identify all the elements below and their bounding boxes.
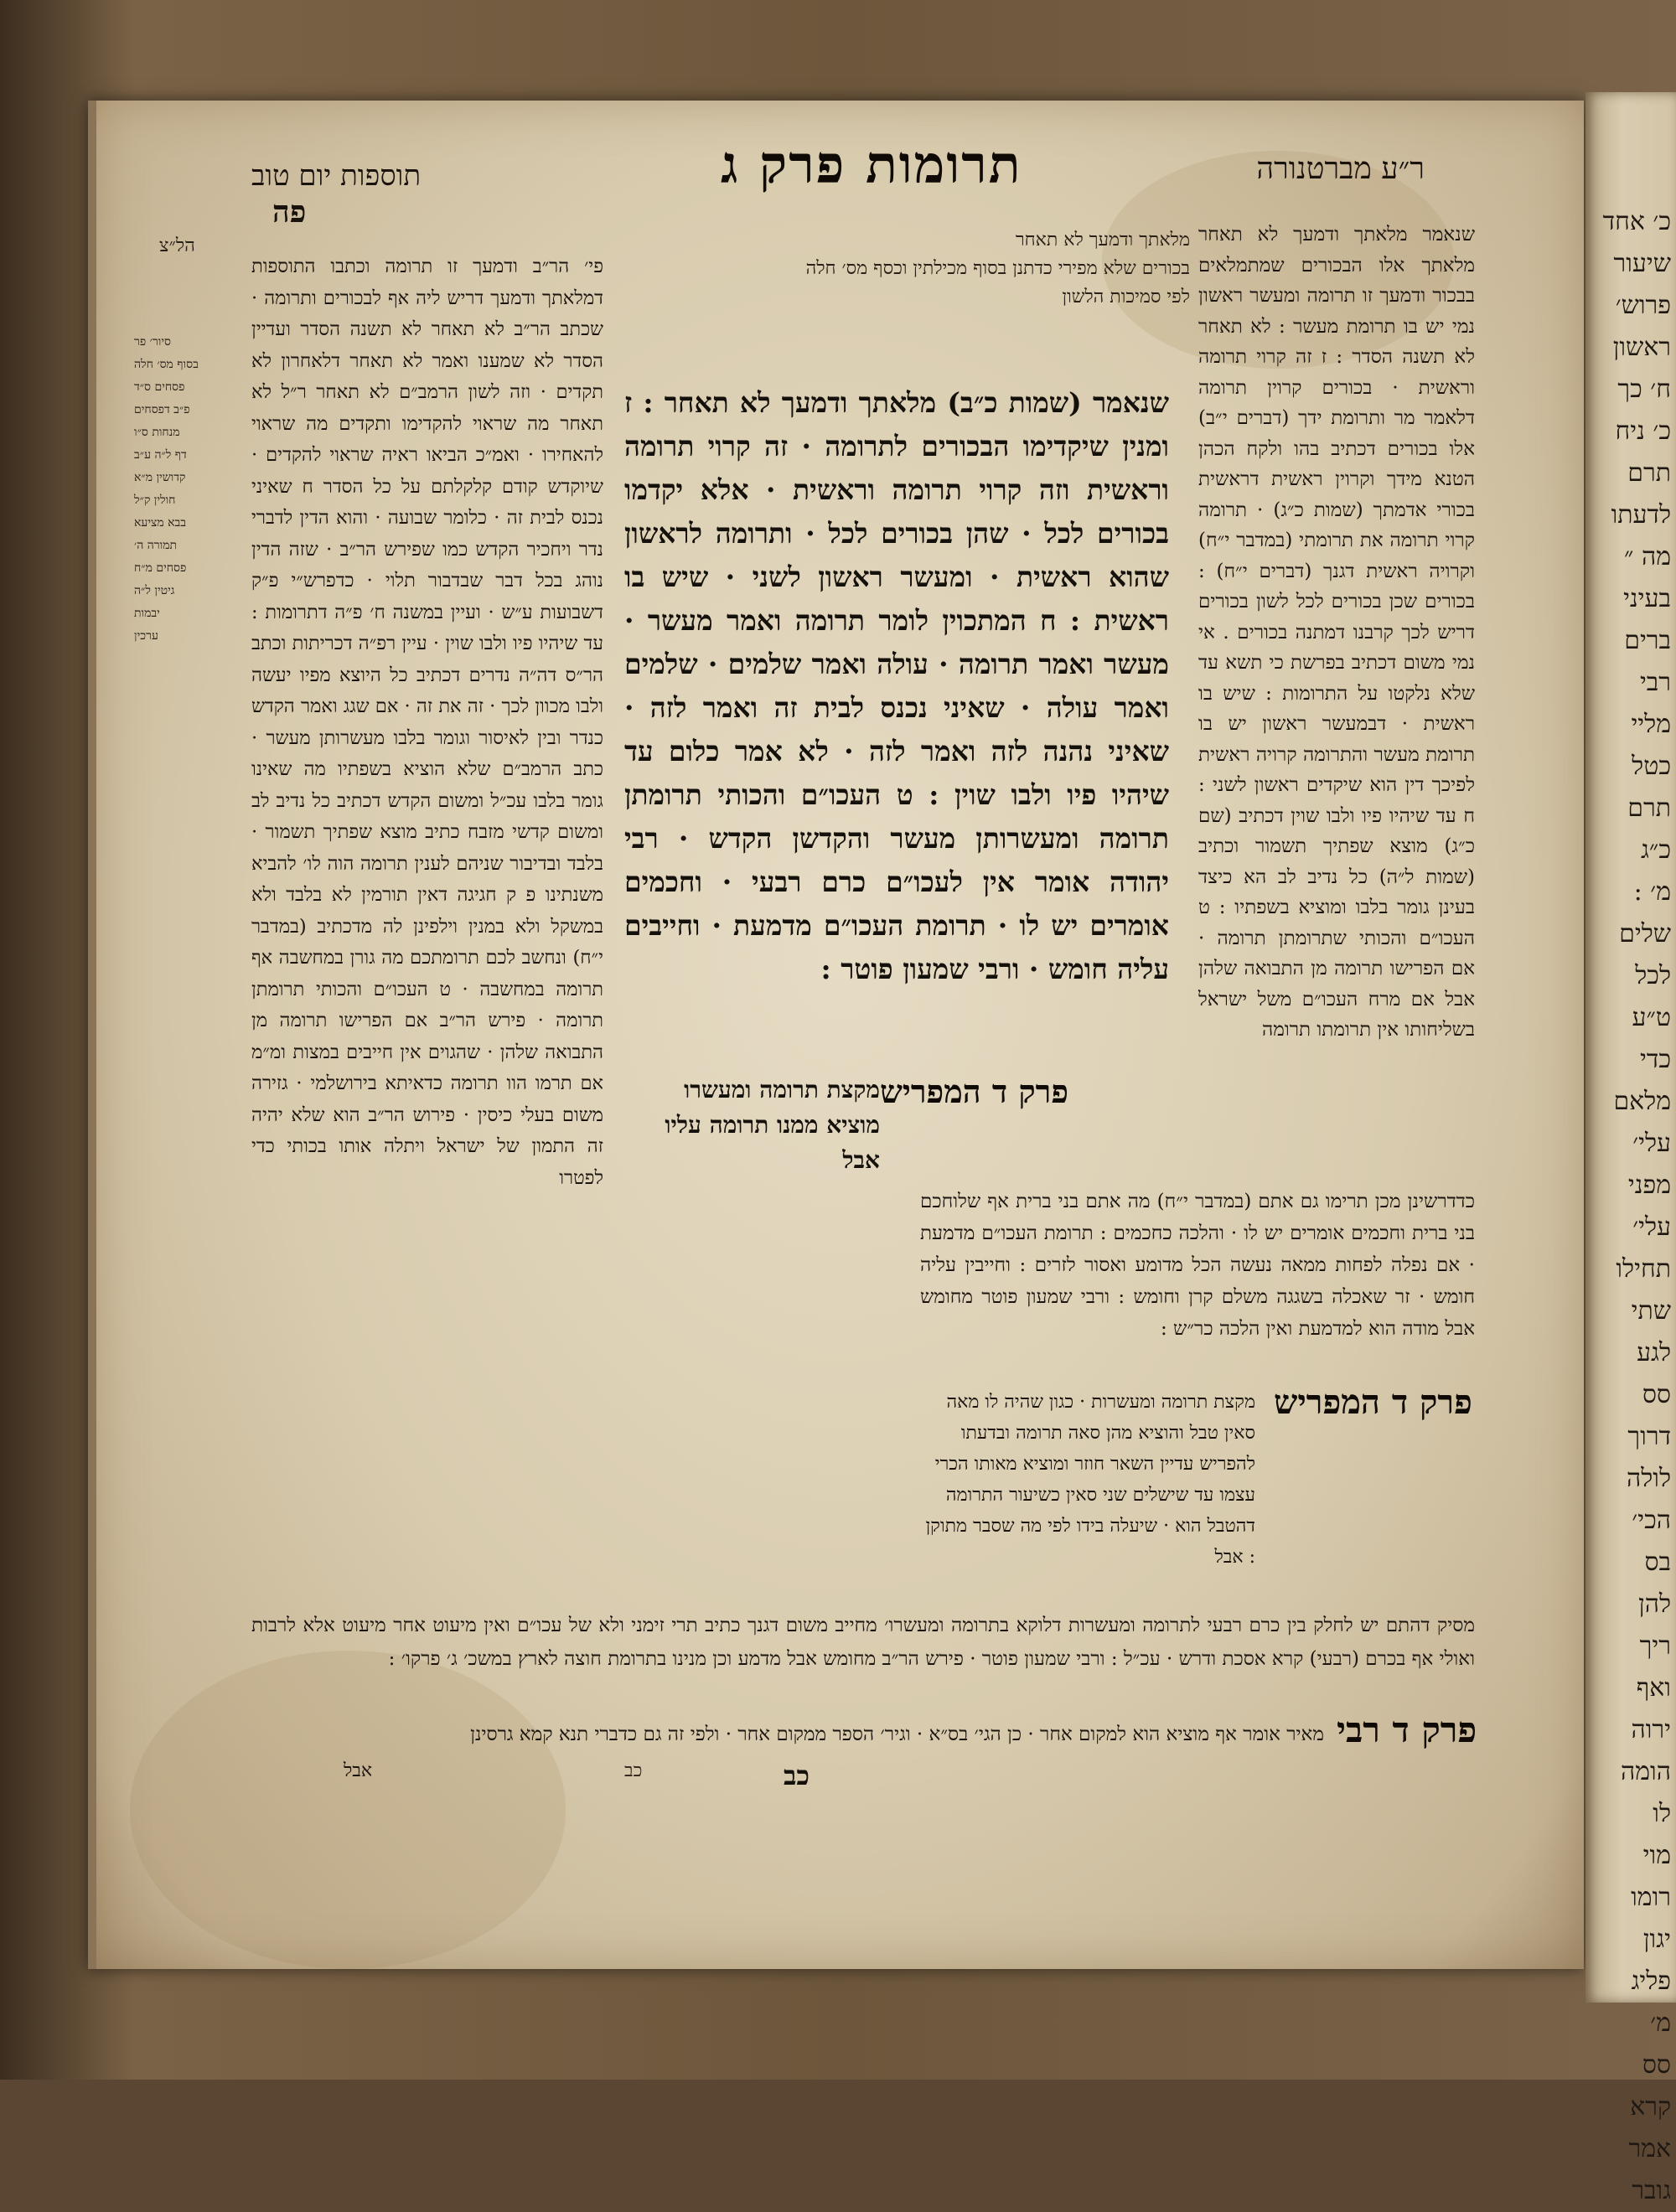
running-header xyxy=(251,134,1425,201)
side-mark: הל״צ xyxy=(159,235,195,256)
margin-references: סיור׳ פר בסוף מס׳ חלה פסחים ס״ד פ״ב דפסחים מנחות ס״ו דף ל״ה ע״ב קדושין מ״א חולין ק״ל בבא מציעא תמורה ה׳ פסחים מ״ח גיטין ל״ה יבמות ערכין xyxy=(134,335,199,643)
top-snippets: מלאתך ודמעך לא תאחר בכורים שלא מפירי כדתנן בסוף מכילתין וכסף מס׳ חלה לפי סמיכות הלשון xyxy=(805,230,1190,308)
catchword-left: אבל xyxy=(344,1760,373,1781)
mishna-column: שנאמר (שמות כ״ב) מלאתך ודמעך לא תאחר : ז ומנין שיקדימו הבכורים לתרומה · זה קרוי תרומה וראשית וזה קרוי תרומה וראשית · אלא יקדמו בכורים לכל · שהן בכורים לכל · ותרומה לראשון שהוא ראשית · ומעשר ראשון לשני · שיש בו ראשית : ח המתכוין לומר תרומה ואמר מעשר · מעשר ואמר תרומה · עולה ואמר שלמים · שלמים ואמר עולה · שאיני נכנס לבית זה ואמר לזה · שאיני נהנה לזה ואמר לזה · לא אמר כלום עד שיהיו פיו ולבו שוין : ט העכו״ם והכותי תרומתן תרומה ומעשרותן מעשר והקדשן הקדש · רבי יהודה אומר אין לעכו״ם כרם רבעי · וחכמים אומרים יש לו · תרומת העכו״ם מדמעת · וחייבים עליה חומש · ורבי שמעון פוטר : xyxy=(624,386,1169,985)
lower-commentary: מקצת תרומה ומעשרות · כגון שהיה לו מאה סאין טבל והוציא מהן סאה תרומה ובדעתו להפריש עדיין השאר חוזר ומוציא מאותו הכרי עצמו עד שישלים שני סאין כשיעור התרומה דהטבל הוא · שיעלה בידו לפי מה שסבר מתוקן : אבל xyxy=(925,1392,1255,1568)
header-tosafot-label: תוספות יום טוב xyxy=(251,159,422,193)
bottom-tosafot: מסיק דהתם יש לחלק בין כרם רבעי לתרומה ומעשרות דלוקא בתרומה ומעשרו׳ מחייב משום דגנך כתיב תרי זימני ולא של עכו״ם ואין מיעוט אחר מיעוט אלא לרבות ואולי אף בכרם (רבעי) קרא אסכת ודרש · עכ״ל : ורבי שמעון פוטר · פירש הר״ב מחומש אבל מדמע וכן מנינו בתרומת חוצה לארץ במשכ׳ ג׳ פרקו׳ : xyxy=(251,1615,1475,1670)
header-commentary-label: ר״ע מברטנורה xyxy=(1256,152,1425,186)
chapter-heading: פרק ד המפריש xyxy=(880,1072,1068,1110)
facing-page-edge xyxy=(1585,92,1676,2205)
header-tractate-title: תרומות פרק ג xyxy=(721,134,1022,195)
page-number: פה xyxy=(272,194,307,230)
facing-page-text: כ׳ אחד שיעור פרוש׳ ראשון ח׳ כך כ׳ ניח תרם לדעתו מה ״ בעיני ברים רבי מליי כטל תרם כ״ג מ׳ : שלים לכל ט״ע כדי מלאם עלי׳ מפני עלי׳ תחילו שתי לגע סס דרוך לולה הכי׳ בס להן ריך ואף ירוה הומה לו מוי רומו יגון פליג מ׳ סס קרא אמר גובר xyxy=(1602,207,1671,2205)
catchword: כב xyxy=(784,1760,810,1791)
chapter-opening: מקצת תרומה ומעשרו מוציא ממנו תרומה עליו אבל xyxy=(665,1076,880,1174)
rabbi-heading: פרק ד רבי xyxy=(1337,1709,1477,1750)
lower-bartenura: כדדרשינן מכן תרימו גם אתם (במדבר י״ח) מה אתם בני ברית אף שלוחכם בני ברית וחכמים אומרים יש לו · והלכה כחכמים : תרומת העכו״ם מדמעת · אם נפלה לפחות ממאה נעשה הכל מדומע ואסור לזרים : וחייבין עליה חומש · זר שאכלה בשגגה משלם קרן וחומש : ורבי שמעון פוטר מחומש אבל מודה הוא למדמעת ואין הלכה כר״ש : xyxy=(920,1191,1475,1340)
bartenura-column: שנאמר מלאתך ודמעך לא תאחר מלאתך אלו הבכורים שמתמלאים בבכור ודמעך זו תרומה ומעשר ראשון נמי יש בו תרומת מעשר : לא תאחר לא תשנה הסדר : ז זה קרוי תרומה וראשית · בכורים קרוין תרומה דלאמר מר ותרומת ידך (דברים י״ב) אלו בכורים דכתיב בהו ולקח הכהן הטנא מידך וקרוין ראשית דראשית בכורי אדמתך (שמות כ״ג) · תרומה קרוי תרומה את תרומתי (במדבר י״ח) וקרויה ראשית דגנך (דברים י״ח) : בכורים שכן בכורים לכל לשון בכורים דריש לכך קרבנו דמתנה בכורים . אי נמי משום דכתיב בפרשת כי תשא עד שלא נלקטו על התרומות : שיש בו ראשית · דבמעשר ראשון יש בו תרומת מעשר והתרומה קרויה ראשית לפיכך דין הוא שיקדים ראשון לשני : ח עד שיהיו פיו ולבו שוין דכתיב (שם כ״ג) מוצא שפתיך תשמור וכתיב (שמות ל״ה) כל נדיב לב הא כיצד בעינן גומר בלבו ומוציא בשפתיו : ט העכו״ם והכותי שתרומתן תרומה · אם הפרישו תרומה מן התבואה שלהן אבל אם מרח העכו״ם משל ישראל בשליחותו אין תרומתו תרומה xyxy=(1198,224,1475,1041)
chapter-label: פרק ד המפריש xyxy=(1274,1382,1472,1422)
tosafot-column: פי׳ הר״ב ודמעך זו תרומה וכתבו התוספות דמלאתך ודמעך דריש ליה אף לבכורים ותרומה · שכתב הר״ב לא תאחר לא תשנה הסדר ועדיין הסדר לא שמענו ואמר לא תאחר דלאחרון לא תקדים · וזה לשון הרמב״ם לא תאחר ר״ל לא תאחר מה שראוי להקדימו ותקדים מה שראוי להאחירו · ואמ״כ הביאו ראיה שראוי להקדים · שיוקדש קודם קלקלתם על כל הסדר ח שאיני נכנס לבית זה · כלומר שבועה · והוא הדין לדברי נדר ויחכיר הקדש כמו שפירש הר״ב · שזה הדין נוהג בכל דבר שבדבור תלוי · כדפרש״י פ״ק דשבועות ע״ש · ועיין במשנה ח׳ פ״ה דתרומות : עד שיהיו פיו ולבו שוין · עיין רפ״ה דכריתות וכתב הר״ס דה״ה נדרים דכתיב כל היוצא מפיו יעשה ולבו מכוון לכך · זה את זה · אם שגג ואמר הקדש כנדר ובין לאיסור וגומר בלבו מעשרותן מעשר · כתב הרמב״ם שלא הוציא בשפתיו מה שאינו גומר בלבו עכ״ל ומשום הקדש דכתיב כל נדיב לב ומשום קדשי מזבח כתיב מוצא שפתיך תשמור · בלבד ובדיבור שניהם לענין תרומה הוה לו׳ להביא משנתינו פ ק חגיגה דאין תורמין לא בלבד ולא במשקל ולא במנין וילפינן לה מדכתיב (במדבר י״ח) ונחשב לכם תרומתכם מה גורן במחשבה אף תרומה במחשבה · ט העכו״ם והכותי תרומתן תרומה · פירש הר״ב אם הפרישו תרומה מן התבואה שלהן · שהגוים אין חייבים במצות ומ״מ אם תרמו הוו תרומה כדאיתא בירושלמי · גזירה משום בעלי כיסין · פירוש הר״ב הוא שלא יהיה זה התמון של ישראל ויתלה אותו בכותי כדי לפטרו xyxy=(251,256,603,1189)
paper-stain xyxy=(130,1651,566,1969)
rabbi-text: מאיר אומר אף מוציא הוא למקום אחר · כן הגי׳ בס״א · וגיר׳ הספר ממקום אחר · ולפי זה גם כדברי תנא קמא גרסינן xyxy=(470,1724,1324,1745)
signature-mark: כב xyxy=(624,1760,643,1781)
